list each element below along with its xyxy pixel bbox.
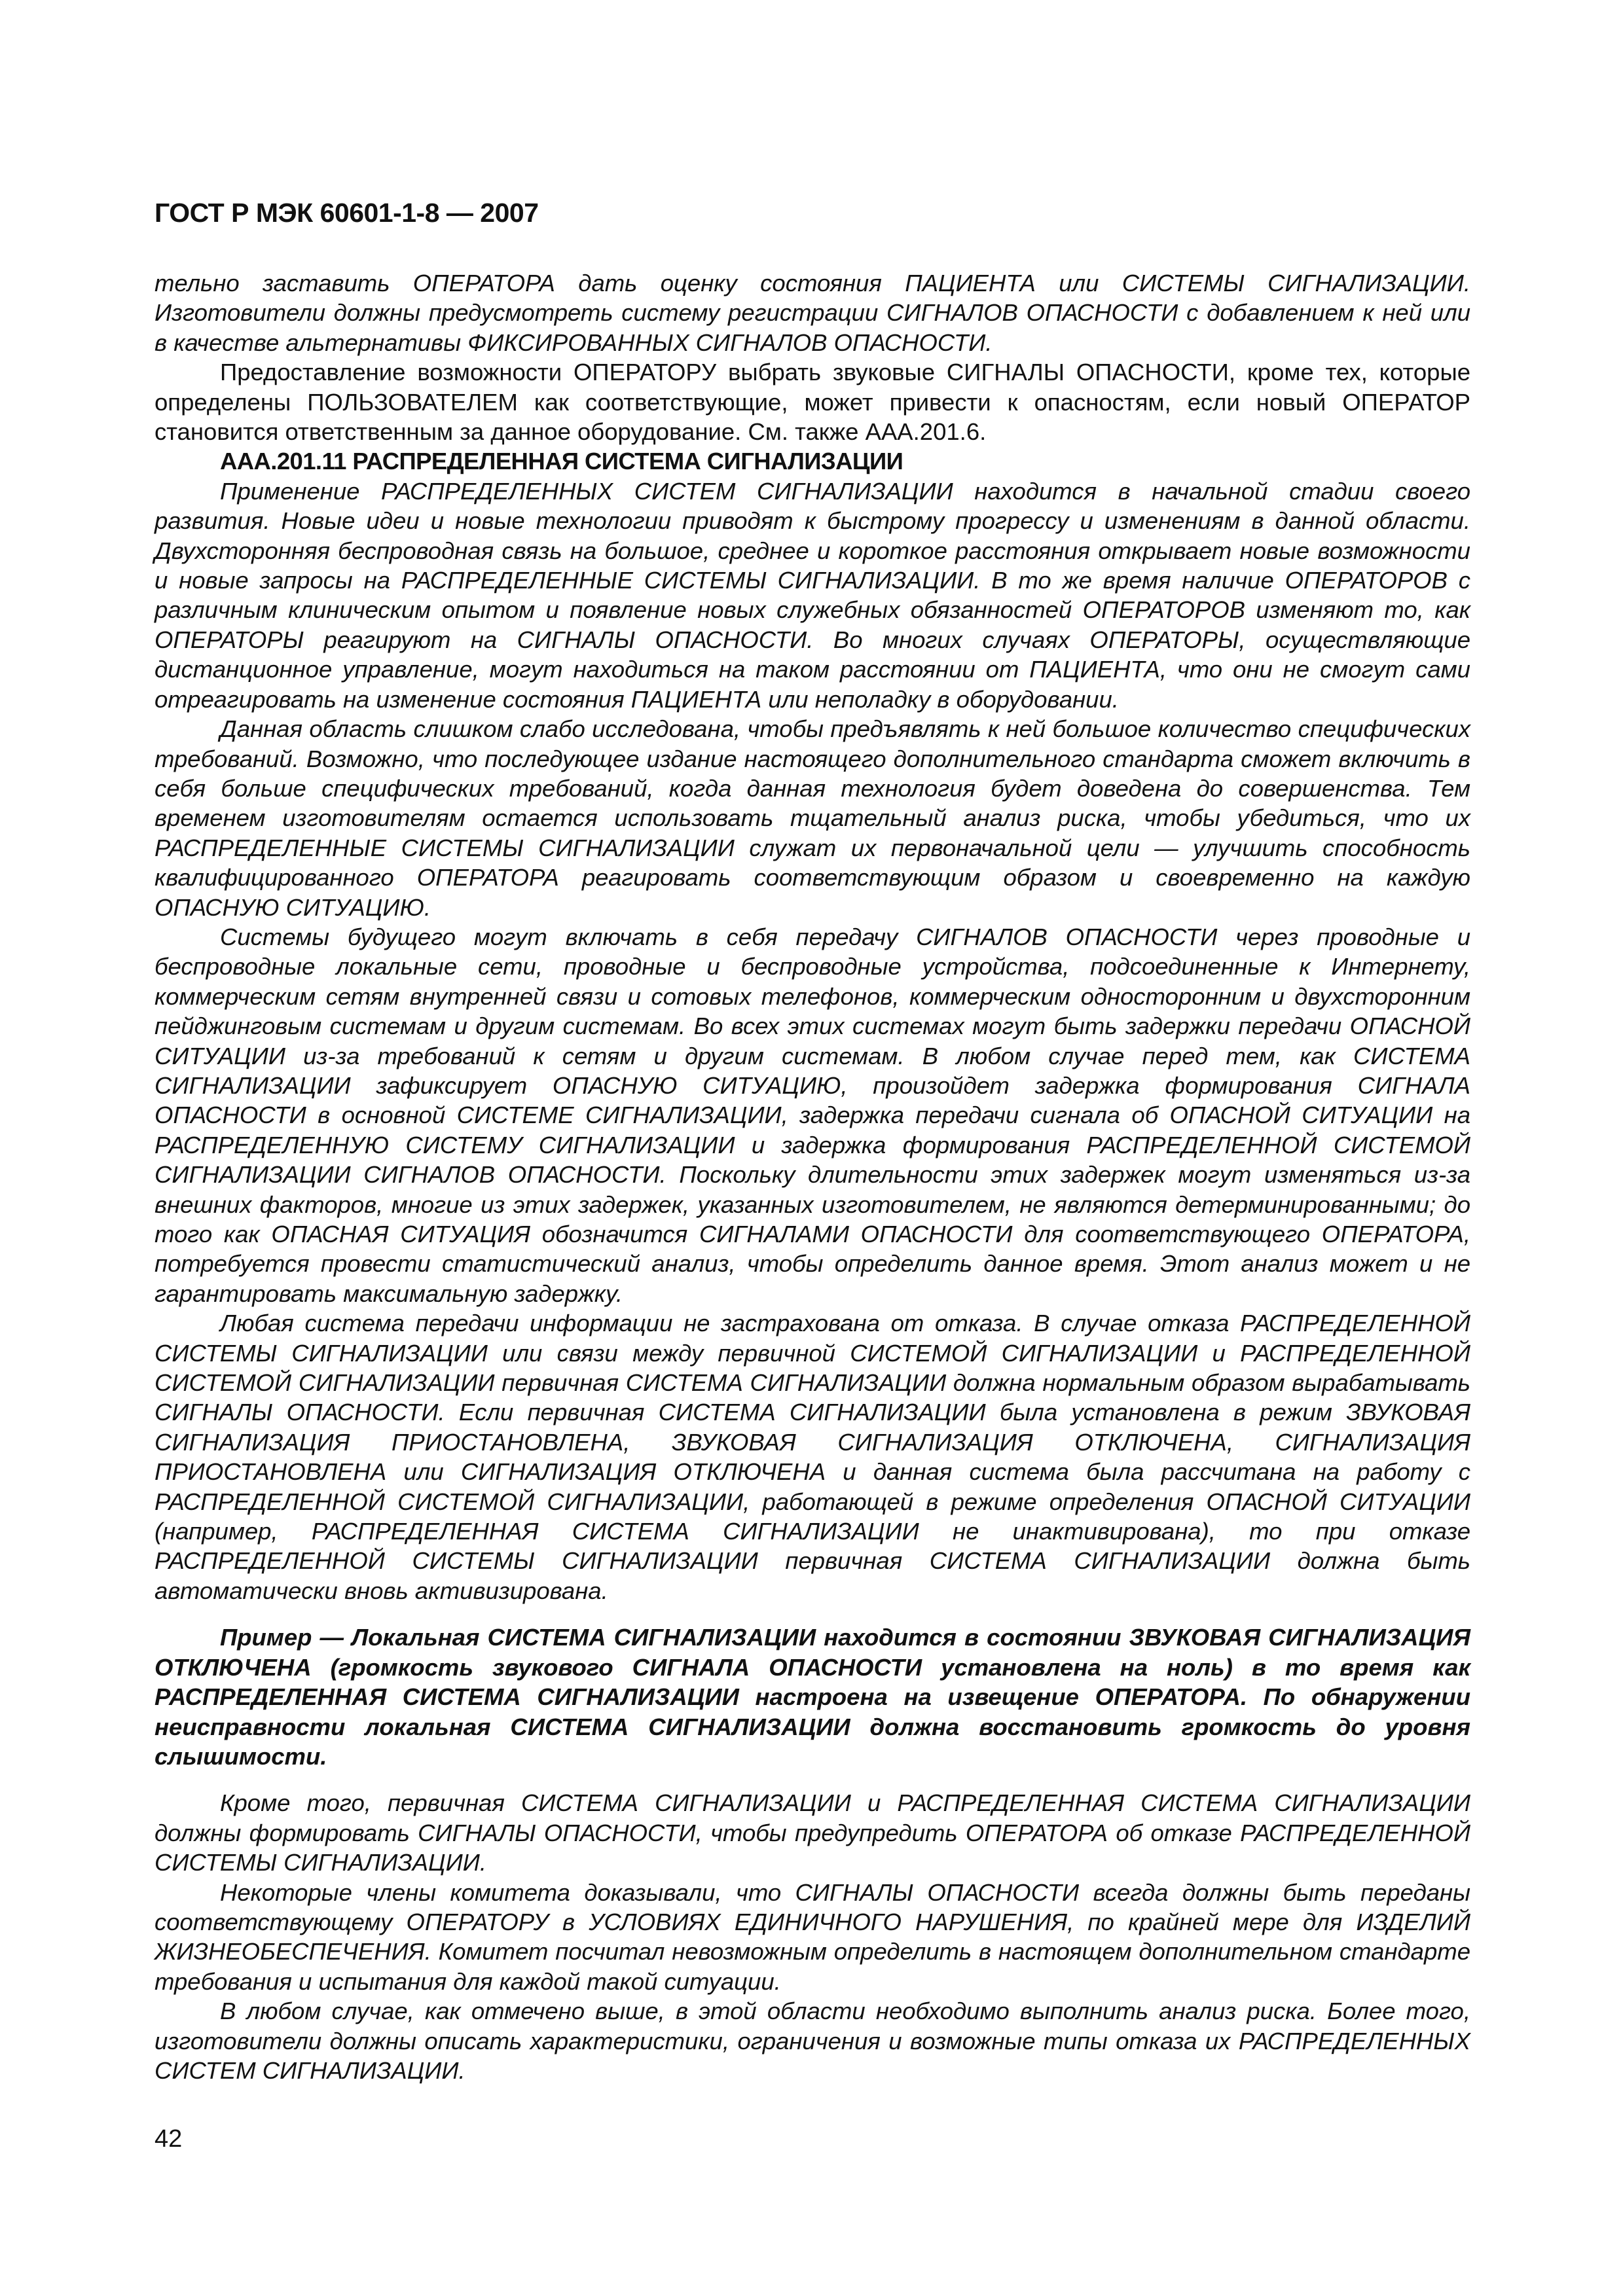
- example-note: Пример — Локальная СИСТЕМА СИГНАЛИЗАЦИИ находится в состоянии ЗВУКОВАЯ СИГНАЛИЗАЦИЯ ОТКЛЮЧЕНА (громкость звукового СИГНАЛА ОПАСНОСТИ установлена на ноль) в то время как РАСПРЕДЕЛЕННАЯ СИСТЕМА СИГНАЛИЗАЦИИ настроена на извещение ОПЕРАТОРА. По обнаружении неисправности локальная СИСТЕМА СИГНАЛИЗАЦИИ должна восстановить громкость до уровня слышимости.: [155, 1624, 1470, 1770]
- body-text: [155, 268, 1470, 2085]
- paragraph-application: Применение РАСПРЕДЕЛЕННЫХ СИСТЕМ СИГНАЛИЗАЦИИ находится в начальной стадии своего развития. Новые идеи и новые технологии приводят к быстрому прогрессу и изменениям в данной области. Двухсторонняя беспроводная связь на большое, среднее и короткое расстояния открывает новые возможности и новые запросы на РАСПРЕДЕЛЕННЫЕ СИСТЕМЫ СИГНАЛИЗАЦИИ. В то же время наличие ОПЕРАТОРОВ с различным клиническим опытом и появление новых служебных обязанностей ОПЕРАТОРОВ изменяют то, как ОПЕРАТОРЫ реагируют на СИГНАЛЫ ОПАСНОСТИ. Во многих случаях ОПЕРАТОРЫ, осуществляющие дистанционное управление, могут находиться на таком расстоянии от ПАЦИЕНТА, что они не смогут сами отреагировать на изменение состояния ПАЦИЕНТА или неполадку в оборудовании.: [155, 477, 1470, 713]
- section-heading: ААА.201.11 РАСПРЕДЕЛЕННАЯ СИСТЕМА СИГНАЛИЗАЦИИ: [220, 448, 903, 475]
- paragraph-risk-analysis: В любом случае, как отмечено выше, в этой области необходимо выполнить анализ риска. Более того, изготовители должны описать характеристики, ограничения и возможные типы отказа их РАСПРЕДЕЛЕННЫХ СИСТЕМ СИГНАЛИЗАЦИИ.: [155, 1998, 1470, 2084]
- paragraph-operator-selection: Предоставление возможности ОПЕРАТОРУ выбрать звуковые СИГНАЛЫ ОПАСНОСТИ, кроме тех, которые определены ПОЛЬЗОВАТЕЛЕМ как соответствующие, может привести к опасностям, если новый ОПЕРАТОР становится ответственным за данное оборудование. См. также ААА.201.6.: [155, 359, 1470, 446]
- page-number: 42: [155, 2125, 183, 2153]
- paragraph-failure: Любая система передачи информации не застрахована от отказа. В случае отказа РАСПРЕДЕЛЕННОЙ СИСТЕМЫ СИГНАЛИЗАЦИИ или связи между первичной СИСТЕМОЙ СИГНАЛИЗАЦИИ и РАСПРЕДЕЛЕННОЙ СИСТЕМОЙ СИГНАЛИЗАЦИИ первичная СИСТЕМА СИГНАЛИЗАЦИИ должна нормальным образом вырабатывать СИГНАЛЫ ОПАСНОСТИ. Если первичная СИСТЕМА СИГНАЛИЗАЦИИ была установлена в режим ЗВУКОВАЯ СИГНАЛИЗАЦИЯ ПРИОСТАНОВЛЕНА, ЗВУКОВАЯ СИГНАЛИЗАЦИЯ ОТКЛЮЧЕНА, СИГНАЛИЗАЦИЯ ПРИОСТАНОВЛЕНА или СИГНАЛИЗАЦИЯ ОТКЛЮЧЕНА и данная система была рассчитана на работу с РАСПРЕДЕЛЕННОЙ СИСТЕМОЙ СИГНАЛИЗАЦИИ, работающей в режиме определения ОПАСНОЙ СИТУАЦИИ (например, РАСПРЕДЕЛЕННАЯ СИСТЕМА СИГНАЛИЗАЦИИ не инактивирована), то при отказе РАСПРЕДЕЛЕННОЙ СИСТЕМЫ СИГНАЛИЗАЦИИ первичная СИСТЕМА СИГНАЛИЗАЦИИ должна быть автоматически вновь активизирована.: [155, 1310, 1470, 1604]
- standard-title: ГОСТ Р МЭК 60601-1-8 — 2007: [155, 198, 539, 228]
- paragraph-research-area: Данная область слишком слабо исследована, чтобы предъявлять к ней большое количество специфических требований. Возможно, что последующее издание настоящего дополнительного стандарта сможет включить в себя больше специфических требований, когда данная технология будет доведена до совершенства. Тем временем изготовителям остается использовать тщательный анализ риска, чтобы убедиться, что их РАСПРЕДЕЛЕННЫЕ СИСТЕМЫ СИГНАЛИЗАЦИИ служат их первоначальной цели — улучшить способность квалифицированного ОПЕРАТОРА реагировать соответствующим образом и своевременно на каждую ОПАСНУЮ СИТУАЦИЮ.: [155, 715, 1470, 921]
- paragraph-continuation: тельно заставить ОПЕРАТОРА дать оценку состояния ПАЦИЕНТА или СИСТЕМЫ СИГНАЛИЗАЦИИ. Изготовители должны предусмотреть систему регистрации СИГНАЛОВ ОПАСНОСТИ с добавлением к ней или в качестве альтернативы ФИКСИРОВАННЫХ СИГНАЛОВ ОПАСНОСТИ.: [155, 270, 1470, 356]
- paragraph-additionally: Кроме того, первичная СИСТЕМА СИГНАЛИЗАЦИИ и РАСПРЕДЕЛЕННАЯ СИСТЕМА СИГНАЛИЗАЦИИ должны формировать СИГНАЛЫ ОПАСНОСТИ, чтобы предупредить ОПЕРАТОРА об отказе РАСПРЕДЕЛЕННОЙ СИСТЕМЫ СИГНАЛИЗАЦИИ.: [155, 1789, 1470, 1876]
- paragraph-future-systems: Системы будущего могут включать в себя передачу СИГНАЛОВ ОПАСНОСТИ через проводные и беспроводные локальные сети, проводные и беспроводные устройства, подсоединенные к Интернету, коммерческим сетям внутренней связи и сотовых телефонов, коммерческим односторонним и двухсторонним пейджинговым системам и другим системам. Во всех этих системах могут быть задержки передачи ОПАСНОЙ СИТУАЦИИ из-за требований к сетям и другим системам. В любом случае перед тем, как СИСТЕМА СИГНАЛИЗАЦИИ зафиксирует ОПАСНУЮ СИТУАЦИЮ, произойдет задержка формирования СИГНАЛА ОПАСНОСТИ в основной СИСТЕМЕ СИГНАЛИЗАЦИИ, задержка передачи сигнала об ОПАСНОЙ СИТУАЦИИ на РАСПРЕДЕЛЕННУЮ СИСТЕМУ СИГНАЛИЗАЦИИ и задержка формирования РАСПРЕДЕЛЕННОЙ СИСТЕМОЙ СИГНАЛИЗАЦИИ СИГНАЛОВ ОПАСНОСТИ. Поскольку длительности этих задержек могут изменяться из-за внешних факторов, многие из этих задержек, указанных изготовителем, не являются детерминированными; до того как ОПАСНАЯ СИТУАЦИЯ обозначится СИГНАЛАМИ ОПАСНОСТИ для соответствующего ОПЕРАТОРА, потребуется провести статистический анализ, чтобы определить данное время. Этот анализ может и не гарантировать максимальную задержку.: [155, 923, 1470, 1307]
- paragraph-committee: Некоторые члены комитета доказывали, что СИГНАЛЫ ОПАСНОСТИ всегда должны быть переданы соответствующему ОПЕРАТОРУ в УСЛОВИЯХ ЕДИНИЧНОГО НАРУШЕНИЯ, по крайней мере для ИЗДЕЛИЙ ЖИЗНЕОБЕСПЕЧЕНИЯ. Комитет посчитал невозможным определить в настоящем дополнительном стандарте требования и испытания для каждой такой ситуации.: [155, 1878, 1470, 1995]
